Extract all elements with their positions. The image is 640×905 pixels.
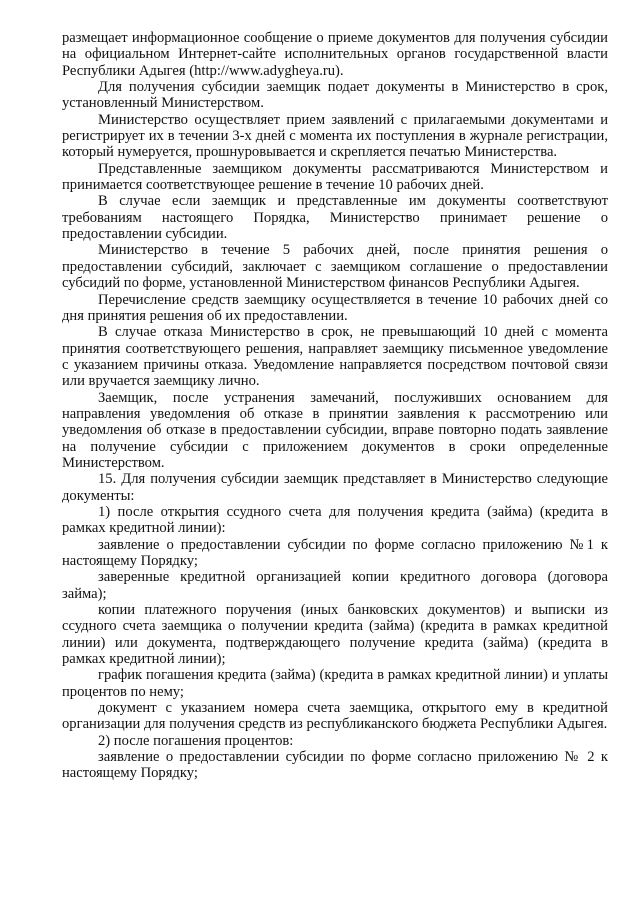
paragraph-registration: Министерство осуществляет прием заявлений с прилагаемыми документами и регистрирует их в течении 3-х дней с момента их поступления в журнале регистрации, который нумеруется, прошнуровывается и скрепляется печатью Министерства. — [62, 111, 608, 161]
paragraph-refusal: В случае отказа Министерство в срок, не превышающий 10 дней с момента принятия соответствующего решения, направляет заемщику письменное уведомление с указанием причины отказа. Уведомление направляется посредством почтовой связи или вручается заемщику лично. — [62, 324, 608, 390]
paragraph-agreement: Министерство в течение 5 рабочих дней, после принятия решения о предоставлении субсидий, заключает с заемщиком соглашение о предоставлении субсидий по форме, установленной Министерством финансов Республики Адыгея. — [62, 242, 608, 292]
paragraph-review: Представленные заемщиком документы рассматриваются Министерством и принимается соответствующее решение в течение 10 рабочих дней. — [62, 160, 608, 194]
list-item-1: 1) после открытия ссудного счета для получения кредита (займа) (кредита в рамках кредитной линии): — [62, 503, 608, 537]
paragraph-intro: размещает информационное сообщение о приеме документов для получения субсидии на официальном Интернет-сайте исполнительных органов государственной власти Республики Адыгея (http://www.adygheya.ru). — [62, 30, 608, 79]
list-item-account-document: документ с указанием номера счета заемщика, открытого ему в кредитной организации для получения средств из республиканского бюджета Республики Адыгея. — [62, 700, 608, 733]
list-item-application-form-2: заявление о предоставлении субсидии по форме согласно приложению № 2 к настоящему Порядку; — [62, 749, 608, 782]
list-item-payment-copies: копии платежного поручения (иных банковских документов) и выписки из ссудного счета заемщика о получении кредита (займа) (кредита в рамках кредитной линии) или документа, подтверждающего получение кредита (займа) (кредита в рамках кредитной линии); — [62, 602, 608, 668]
paragraph-transfer: Перечисление средств заемщику осуществляется в течение 10 рабочих дней со дня принятия решения об их предоставлении. — [62, 291, 608, 324]
paragraph-resubmission: Заемщик, после устранения замечаний, послуживших основанием для направления уведомления об отказе в принятии заявления к рассмотрению или уведомления об отказе в предоставлении субсидии, вправе повторно подать заявление на получение субсидии с приложением документов в сроки определенные Министерством. — [62, 389, 608, 471]
list-item-2: 2) после погашения процентов: — [98, 732, 294, 749]
list-item-contract-copies: заверенные кредитной организацией копии кредитного договора (договора займа); — [62, 569, 608, 602]
paragraph-section-15: 15. Для получения субсидии заемщик представляет в Министерство следующие документы: — [62, 471, 608, 504]
paragraph-submission-deadline: Для получения субсидии заемщик подает документы в Министерство в срок, установленный Министерством. — [62, 79, 608, 112]
list-item-repayment-schedule: график погашения кредита (займа) (кредита в рамках кредитной линии) и уплаты процентов по нему; — [62, 667, 608, 700]
document-page — [62, 30, 608, 782]
paragraph-approval: В случае если заемщик и представленные им документы соответствуют требованиям настоящего Порядка, Министерство принимает решение о предоставлении субсидии. — [62, 193, 608, 243]
list-item-application-form-1: заявление о предоставлении субсидии по форме согласно приложению №1 к настоящему Порядку; — [62, 536, 608, 569]
